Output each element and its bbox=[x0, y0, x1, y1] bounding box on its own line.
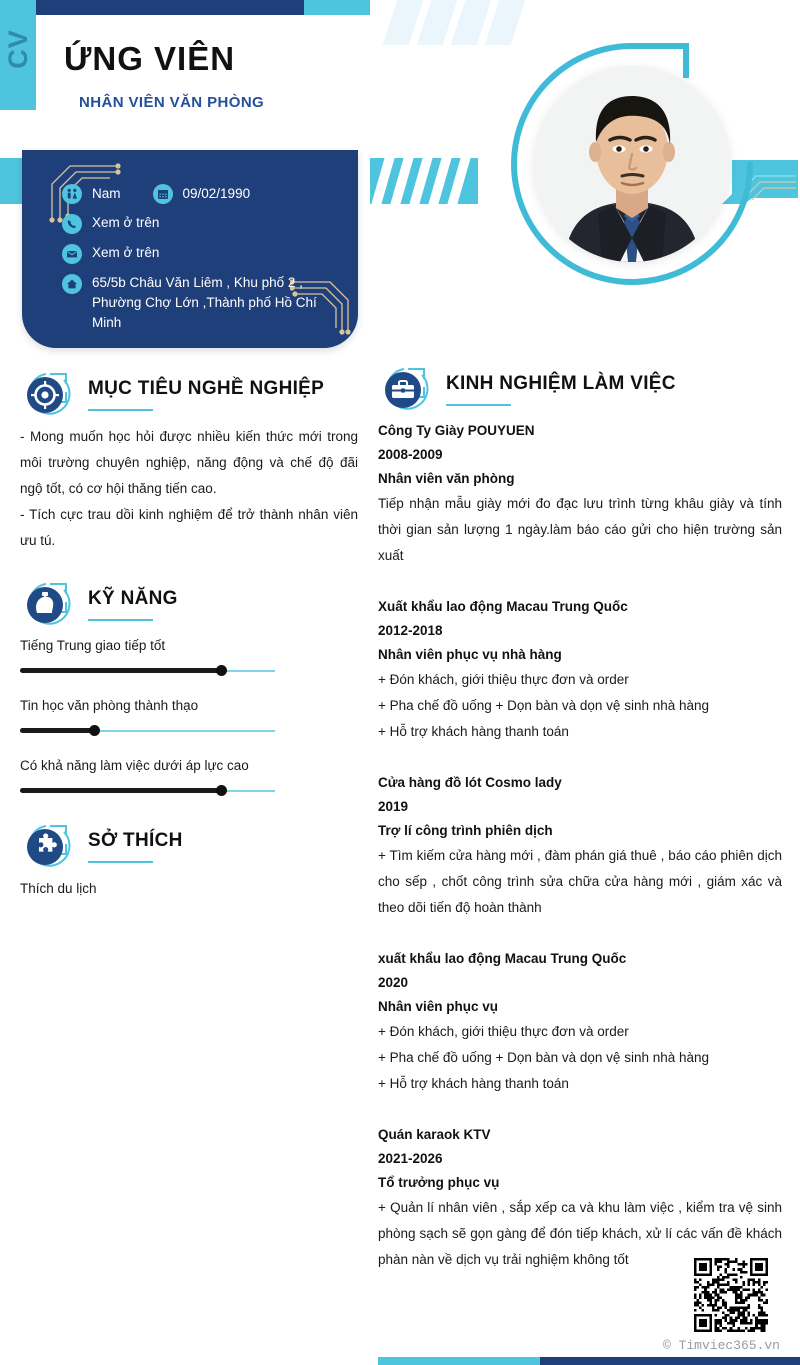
phone-value: Xem ở trên bbox=[92, 215, 160, 230]
hobbies-body: Thích du lịch bbox=[20, 881, 97, 896]
job-spacer bbox=[378, 1101, 782, 1123]
section-skills bbox=[20, 580, 358, 798]
job-entry bbox=[378, 771, 782, 921]
job-company: Công Ty Giày POUYUEN bbox=[378, 423, 535, 438]
job-detail: + Đón khách, giới thiệu thực đơn và order bbox=[378, 672, 629, 687]
job-detail: + Quản lí nhân viên , sắp xếp ca và khu làm việc , kiểm tra vệ sinh phòng sạch sẽ gọn gàng để đón tiếp khách, xử lí các vấn đề khách phàn nàn về dịch vụ trải nghiệm không tốt bbox=[378, 1200, 782, 1267]
skill-bar[interactable] bbox=[20, 664, 275, 678]
job-period: 2020 bbox=[378, 975, 409, 990]
contact-row-address bbox=[62, 273, 342, 333]
section-hobbies bbox=[20, 822, 358, 902]
objective-body bbox=[20, 424, 358, 554]
skill-label: Tin học văn phòng thành thạo bbox=[20, 698, 199, 713]
job-company: Quán karaok KTV bbox=[378, 1127, 491, 1142]
contact-row-gender-birthday bbox=[62, 183, 342, 204]
section-rule bbox=[88, 619, 153, 621]
portrait-image bbox=[534, 66, 730, 262]
section-title-skills: KỸ NĂNG bbox=[88, 588, 178, 609]
job-role: Nhân viên phục vụ bbox=[378, 999, 499, 1014]
portrait-photo bbox=[500, 32, 764, 296]
skill-bar-knob[interactable] bbox=[89, 725, 100, 736]
job-role: Nhân viên văn phòng bbox=[378, 471, 515, 486]
top-cyan-bar bbox=[304, 0, 370, 15]
phone-icon bbox=[62, 214, 82, 234]
watermark: © Timviec365.vn bbox=[662, 1338, 780, 1353]
job-detail: + Tìm kiếm cửa hàng mới , đàm phán giá thuê , báo cáo phiên dịch cho sếp , chốt công trình sửa chữa cửa hàng mới , giám xác và theo dõi tiến độ hoàn thành bbox=[378, 848, 782, 915]
job-detail: + Pha chế đồ uống + Dọn bàn và dọn vệ sinh nhà hàng bbox=[378, 698, 710, 713]
skill-item bbox=[20, 634, 358, 678]
email-value: Xem ở trên bbox=[92, 245, 160, 260]
birthday-value: 09/02/1990 bbox=[182, 185, 251, 201]
skill-bar-fill bbox=[20, 728, 94, 733]
job-period: 2019 bbox=[378, 799, 409, 814]
skill-bar[interactable] bbox=[20, 724, 275, 738]
job-detail: + Đón khách, giới thiệu thực đơn và order bbox=[378, 1024, 629, 1039]
home-icon bbox=[62, 274, 82, 294]
job-list bbox=[378, 419, 782, 1273]
skill-item bbox=[20, 694, 358, 738]
skill-bar-fill bbox=[20, 788, 221, 793]
gender-icon bbox=[62, 184, 82, 204]
contact-row-phone bbox=[62, 213, 342, 234]
job-role: Tổ trưởng phục vụ bbox=[378, 1175, 500, 1190]
footer-navy-bar bbox=[540, 1357, 800, 1365]
cyan-band-decor bbox=[370, 158, 478, 204]
job-role: Nhân viên phục vụ nhà hàng bbox=[378, 647, 562, 662]
briefcase-icon bbox=[378, 365, 430, 415]
job-company: Cửa hàng đồ lót Cosmo lady bbox=[378, 775, 562, 790]
section-title-experience: KINH NGHIỆM LÀM VIỆC bbox=[446, 373, 676, 394]
job-entry bbox=[378, 419, 782, 569]
section-title-objective: MỤC TIÊU NGHỀ NGHIỆP bbox=[88, 378, 325, 399]
job-period: 2008-2009 bbox=[378, 447, 443, 462]
objective-line-1: - Mong muốn học hỏi được nhiều kiến thức mới trong môi trường chuyên nghiệp, năng động và chế độ đãi ngộ tốt, có cơ hội thăng tiến cao. bbox=[20, 429, 358, 496]
job-detail: + Hỗ trợ khách hàng thanh toán bbox=[378, 724, 569, 739]
puzzle-icon bbox=[20, 822, 72, 872]
job-spacer bbox=[378, 749, 782, 771]
brain-skill-icon bbox=[20, 580, 72, 630]
skill-list bbox=[20, 634, 358, 798]
job-company: xuất khẩu lao động Macau Trung Quốc bbox=[378, 951, 627, 966]
cv-label: CV bbox=[3, 29, 33, 69]
calendar-icon bbox=[153, 184, 173, 204]
section-objective bbox=[20, 370, 358, 554]
footer-cyan-bar bbox=[378, 1357, 540, 1365]
contact-row-email bbox=[62, 243, 342, 264]
job-spacer bbox=[378, 925, 782, 947]
ghost-slash-decor bbox=[451, 0, 492, 45]
job-spacer bbox=[378, 573, 782, 595]
job-company: Xuất khẩu lao động Macau Trung Quốc bbox=[378, 599, 628, 614]
objective-line-2: - Tích cực trau dồi kinh nghiệm để trở thành nhân viên ưu tú. bbox=[20, 507, 358, 548]
top-navy-bar bbox=[36, 0, 304, 15]
email-icon bbox=[62, 244, 82, 264]
section-title-hobbies: SỞ THÍCH bbox=[88, 830, 183, 851]
section-rule bbox=[88, 409, 153, 411]
job-period: 2012-2018 bbox=[378, 623, 443, 638]
job-detail: + Pha chế đồ uống + Dọn bàn và dọn vệ sinh nhà hàng bbox=[378, 1050, 710, 1065]
skill-bar-knob[interactable] bbox=[216, 665, 227, 676]
ghost-slash-decor bbox=[383, 0, 424, 45]
skill-bar-knob[interactable] bbox=[216, 785, 227, 796]
cv-side-tab bbox=[0, 0, 36, 110]
skill-bar-fill bbox=[20, 668, 221, 673]
section-rule bbox=[446, 404, 511, 406]
section-rule bbox=[88, 861, 153, 863]
job-period: 2021-2026 bbox=[378, 1151, 443, 1166]
gender-value: Nam bbox=[92, 185, 121, 201]
job-entry bbox=[378, 947, 782, 1097]
contact-block bbox=[22, 150, 358, 348]
section-experience bbox=[378, 365, 782, 1273]
candidate-job-title: NHÂN VIÊN VĂN PHÒNG bbox=[79, 94, 265, 111]
target-icon bbox=[20, 370, 72, 420]
job-detail: + Hỗ trợ khách hàng thanh toán bbox=[378, 1076, 569, 1091]
qr-code bbox=[694, 1258, 768, 1332]
job-detail: Tiếp nhận mẫu giày mới đo đạc lưu trình từng khâu giày và tính thời gian sản lượng 1 ngày.làm báo cáo gửi cho hiện trường sản xuất bbox=[378, 496, 782, 563]
skill-label: Có khả năng làm việc dưới áp lực cao bbox=[20, 758, 249, 773]
candidate-name: ỨNG VIÊN bbox=[64, 40, 236, 77]
left-column bbox=[20, 370, 358, 908]
skill-bar[interactable] bbox=[20, 784, 275, 798]
address-value: 65/5b Châu Văn Liêm , Khu phố 2 , Phường Chợ Lớn ,Thành phố Hồ Chí Minh bbox=[92, 275, 317, 330]
right-column bbox=[378, 365, 782, 1279]
skill-label: Tiếng Trung giao tiếp tốt bbox=[20, 638, 166, 653]
job-entry bbox=[378, 595, 782, 745]
job-role: Trợ lí công trình phiên dịch bbox=[378, 823, 553, 838]
ghost-slash-decor bbox=[417, 0, 458, 45]
skill-item bbox=[20, 754, 358, 798]
job-entry bbox=[378, 1123, 782, 1273]
